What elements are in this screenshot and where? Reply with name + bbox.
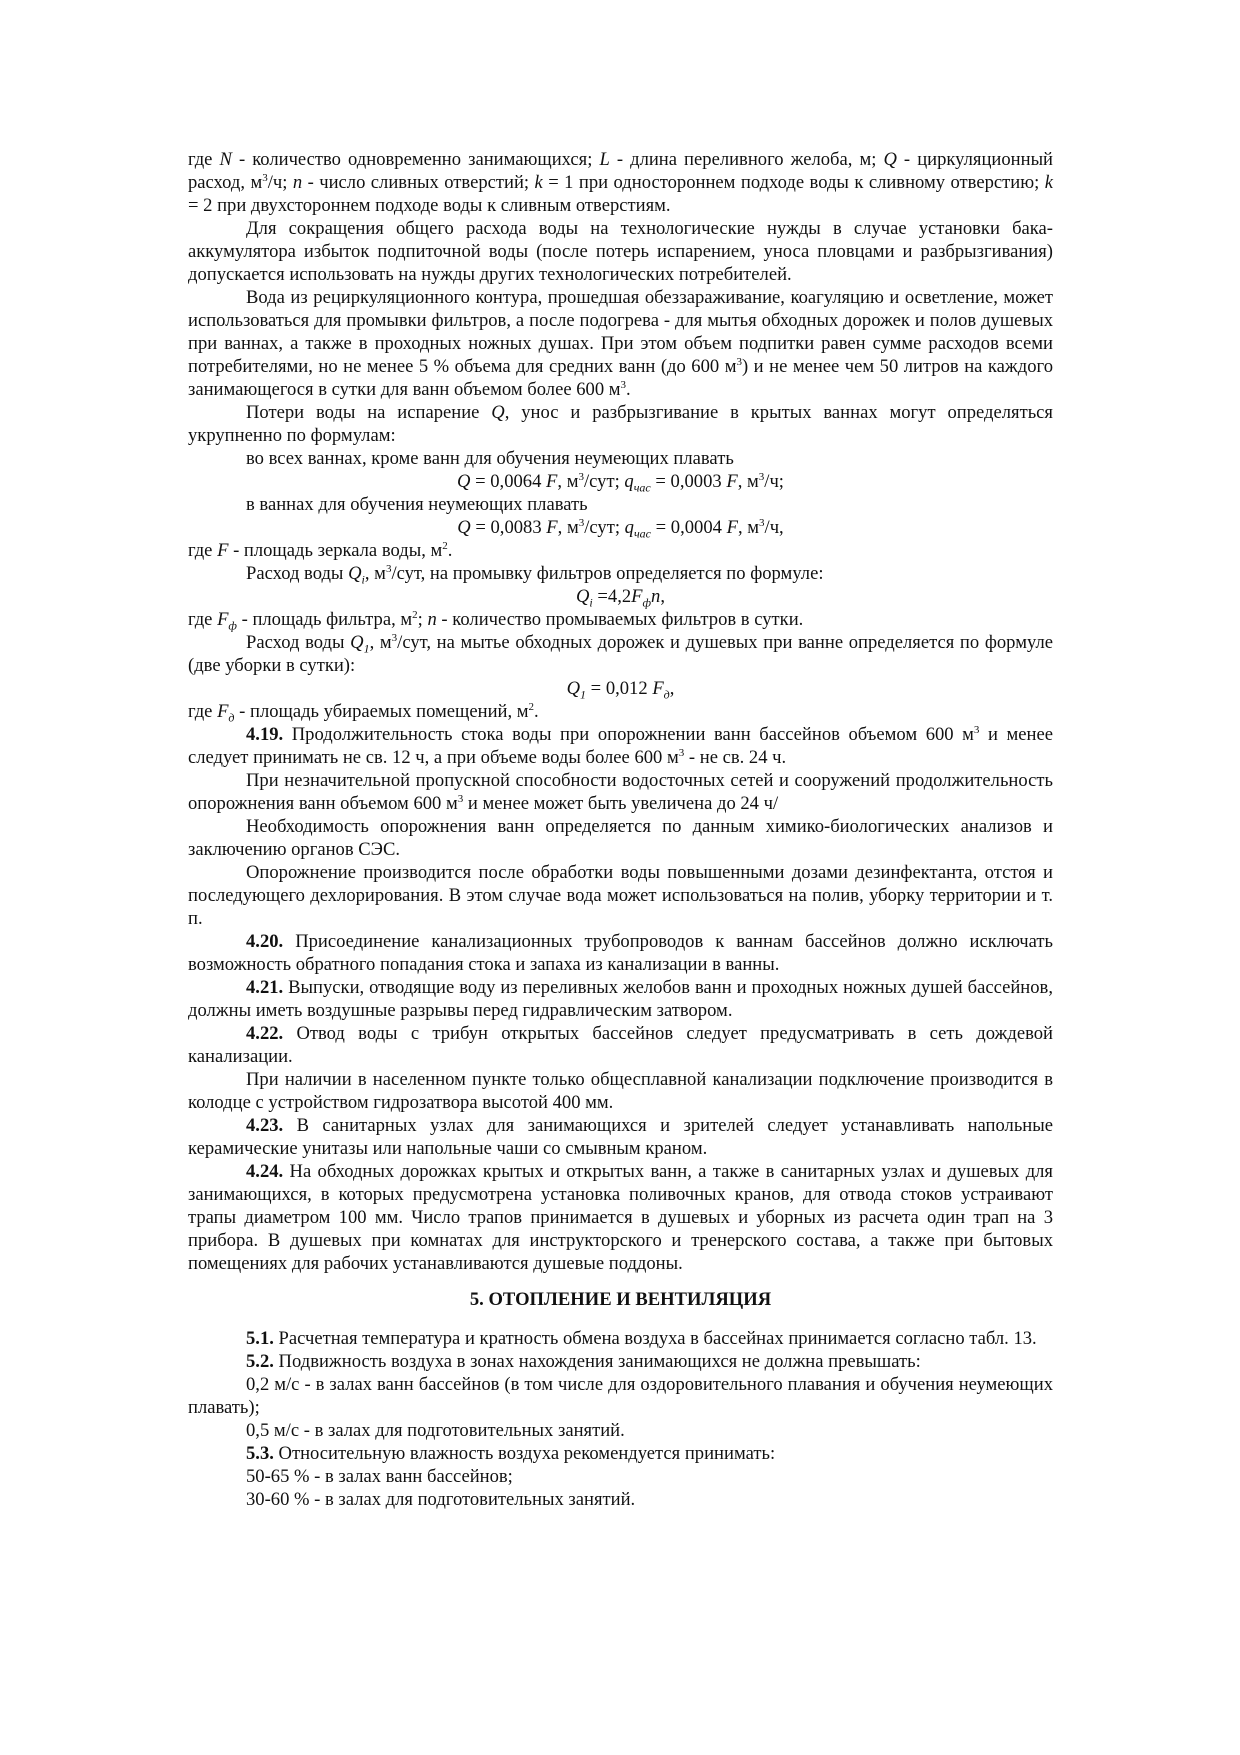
clause-4-23: 4.23. В санитарных узлах для занимающихся и зрителей следует устанавливать напольные керамические унитазы или напольные чаши со смывным краном. [188,1115,1053,1159]
clause-5-3: 5.3. Относительную влажность воздуха рекомендуется принимать: [246,1443,776,1464]
list-item-air-speed-pools: 0,2 м/с - в залах ванн бассейнов (в том числе для оздоровительного плавания и обучения неумеющих плавать); [188,1374,1053,1418]
document-page [188,148,1053,1511]
formula-evaporation-2: Q = 0,0083 F, $м^3$/сут; $q_{час} = 0,0004$ F, $м^3/ч$, [457,516,784,541]
formula-washing: $Q_1 = 0,012$ $F_д$, [566,678,675,702]
paragraph-drainage-capacity: При незначительной пропускной способности водосточных сетей и сооружений продолжительность опорожнения ванн объемом 600 $м^3$ и менее может быть увеличена до 24 ч/ [188,770,1053,814]
list-item-humidity-pools: 50-65 % - в залах ванн бассейнов; [246,1466,513,1487]
paragraph-training-pools: в ваннах для обучения неумеющих плавать [246,494,588,515]
paragraph-where-f: где F - площадь зеркала воды, $м^2$. [188,539,453,561]
formula-evaporation-1: Q = 0,0064 F, $м^3$/сут; $q_{час} = 0,0003$ F, $м^3/ч$; [457,470,784,495]
clause-4-24: 4.24. На обходных дорожках крытых и открытых ванн, а также в санитарных узлах и душевых для занимающихся, в которых предусмотрена установка поливочных кранов, для отвода стоков устраивают трапы диаметром 100 мм. Число трапов принимается в душевых и уборных из расчета один трап на 3 прибора. В душевых при комнатах для инструкторского и тренерского состава, а также при бытовых помещениях для рабочих устанавливаются душевые поддоны. [188,1161,1053,1274]
clause-5-1: 5.1. Расчетная температура и кратность обмена воздуха в бассейнах принимается согласно табл. 13. [246,1328,1037,1349]
paragraph-where-filter: где $F_ф$ - площадь фильтра, $м^2$; n - количество промываемых фильтров в сутки. [188,608,804,633]
paragraph-all-pools: во всех ваннах, кроме ванн для обучения неумеющих плавать [246,448,734,469]
clause-4-22: 4.22. Отвод воды с трибун открытых бассейнов следует предусматривать в сеть дождевой канализации. [188,1023,1053,1067]
paragraph-necessity: Необходимость опорожнения ванн определяется по данным химико-биологических анализов и заключению органов СЭС. [188,816,1053,860]
paragraph-evaporation: Потери воды на испарение Q, унос и разбрызгивание в крытых ваннах могут определяться укрупненно по формулам: [188,402,1053,446]
paragraph-recirculation: Вода из рециркуляционного контура, прошедшая обеззараживание, коагуляцию и осветление, может использоваться для промывки фильтров, а после подогрева - для мытья обходных дорожек и полов душевых при ваннах, а также в проходных ножных душах. При этом объем подпитки равен сумме расходов всеми потребителями, но не менее 5 % объема для средних ванн (до 600 $м^3$) и не менее чем 50 литров на каждого занимающегося в сутки для ванн объемом более 600 $м^3$. [188,287,1053,400]
formula-filter-flush: $Q_i =4,2F_фn$, [575,586,665,610]
paragraph-emptying: Опорожнение производится после обработки воды повышенными дозами дезинфектанта, отстоя и последующего дехлорирования. В этом случае вода может использоваться на полив, уборку территории и т. п. [188,862,1053,929]
clause-4-21: 4.21. Выпуски, отводящие воду из переливных желобов ванн и проходных ножных душей бассейнов, должны иметь воздушные разрывы перед гидравлическим затвором. [188,977,1053,1021]
clause-4-19: 4.19. Продолжительность стока воды при опорожнении ванн бассейнов объемом 600 $м^3$ и менее следует принимать не св. 12 ч, а при объеме воды более 600 $м^3$ - не св. 24 ч. [188,723,1053,768]
list-item-air-speed-prep: 0,5 м/с - в залах для подготовительных занятий. [246,1420,625,1441]
paragraph-filter-flush: Расход воды $Q_i$, $м^3$/сут, на промывку фильтров определяется по формуле: [246,562,824,587]
paragraph-where-area: где $F_д$ - площадь убираемых помещений, $м^2$. [188,700,539,725]
paragraph-variables: где N - количество одновременно занимающихся; L - длина переливного желоба, м; Q - циркуляционный расход, $м^3/ч$; n - число сливных отверстий; k = 1 при одностороннем подходе воды к сливному отверстию; k = 2 при двухстороннем подходе воды к сливным отверстиям. [188,149,1054,216]
section-title: 5. ОТОПЛЕНИЕ И ВЕНТИЛЯЦИЯ [469,1289,772,1310]
paragraph-combined-sewer: При наличии в населенном пункте только общесплавной канализации подключение производится в колодце с устройством гидрозатвора высотой 400 мм. [188,1069,1053,1113]
paragraph-washing: Расход воды $Q_1$, $м^3$/сут, на мытье обходных дорожек и душевых при ванне определяется по формуле (две уборки в сутки): [188,631,1053,676]
clause-5-2: 5.2. Подвижность воздуха в зонах нахождения занимающихся не должна превышать: [246,1351,921,1372]
paragraph-accumulator: Для сокращения общего расхода воды на технологические нужды в случае установки бака-аккумулятора избыток подпиточной воды (после потерь испарением, уноса пловцами и разбрызгивания) допускается использовать на нужды других технологических потребителей. [188,218,1053,285]
list-item-humidity-prep: 30-60 % - в залах для подготовительных занятий. [246,1489,636,1510]
clause-4-20: 4.20. Присоединение канализационных трубопроводов к ваннам бассейнов должно исключать возможность обратного попадания стока и запаха из канализации в ванны. [188,931,1053,975]
